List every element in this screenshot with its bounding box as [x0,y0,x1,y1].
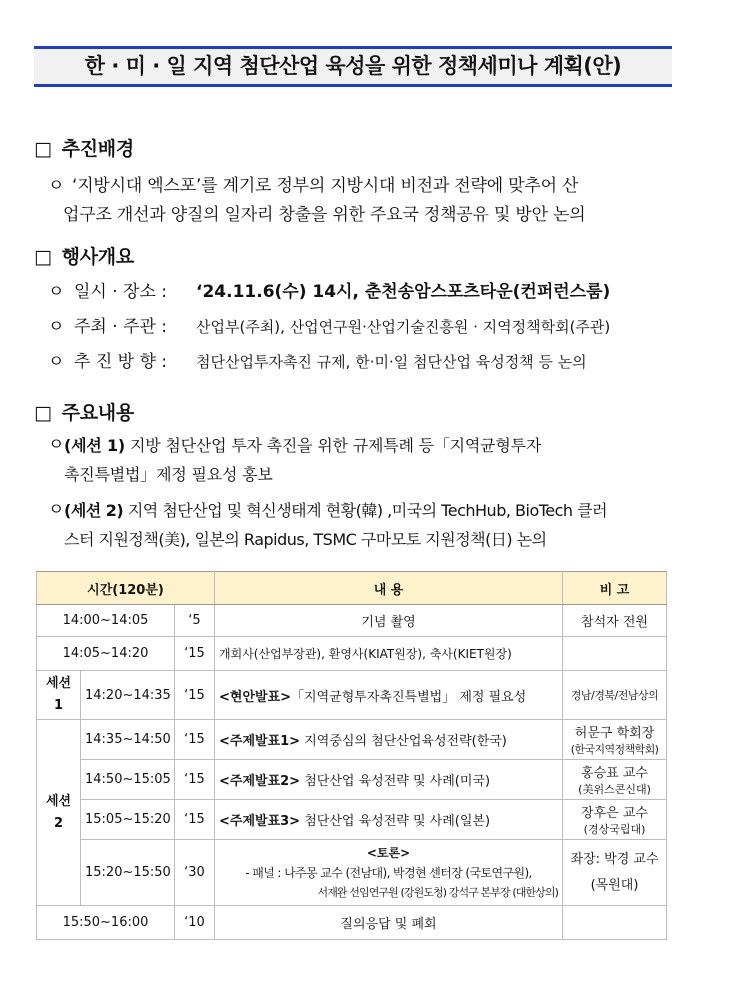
section-heading-overview: □ 행사개요 [34,246,134,268]
checkbox-square-icon: □ [34,138,52,160]
cell-note: 허문구 학회장 (한국지역정책학회) [563,720,667,760]
session1-line-2: 촉진특별법」제정 필요성 홍보 [64,465,273,484]
overview-value: 첨단산업투자촉진 규제, 한·미·일 첨단산업 육성정책 등 논의 [196,353,587,371]
cell-time: 15:05~15:20 [81,800,175,840]
bullet-icon: ㅇ [48,317,65,337]
cell-duration: ‘15 [175,637,215,671]
cell-content: <토론> - 패널 : 나주몽 교수 (전남대), 박경현 센터장 (국토연구원), 서재완 선임연구원 (강원도청) 강석구 본부장 (대한상의) [215,840,563,906]
cell-note: 좌장: 박경 교수 (목원대) [563,840,667,906]
table-header-row [37,572,667,605]
cell-content: 질의응답 및 폐회 [215,906,563,940]
section-heading-background: □ 추진배경 [34,138,134,160]
title-banner [34,46,672,87]
cell-time: 15:50~16:00 [37,906,175,940]
cell-duration: ‘10 [175,906,215,940]
session2-line-2: 스터 지원정책(美), 일본의 Rapidus, TSMC 구마모토 지원정책(日) 논의 [64,530,547,549]
bullet-icon: ㅇ [48,352,65,372]
overview-value: ‘24.11.6(수) 14시, 춘천송암스포츠타운(컨퍼런스룸) [196,282,611,302]
cell-content: <주제발표3> 첨단산업 육성전략 및 사례(일본) [215,800,563,840]
cell-time: 14:50~15:05 [81,760,175,800]
schedule-table [36,571,667,940]
header-time: 시간(120분) [37,572,215,605]
header-note: 비 고 [563,572,667,605]
table-row [37,671,667,720]
header-content: 내 용 [215,572,563,605]
cell-time: 14:20~14:35 [81,671,175,720]
bullet-icon: ㅇ [48,435,65,455]
cell-session: 세션 1 [37,671,81,720]
bullet-icon: ㅇ [48,176,65,196]
table-row [37,605,667,637]
checkbox-square-icon: □ [34,246,52,268]
table-row [37,720,667,760]
cell-duration: ‘30 [175,840,215,906]
cell-content: 기념 촬영 [215,605,563,637]
content-session1 [48,431,720,489]
session1-line-1: (세션 1) 지방 첨단산업 투자 촉진을 위한 규제특례 등「지역균형투자 [64,436,542,455]
cell-time: 14:05~14:20 [37,637,175,671]
overview-row-host [48,313,728,341]
table-row [37,800,667,840]
cell-time: 14:35~14:50 [81,720,175,760]
section-heading-content: □ 주요내용 [34,402,134,424]
table-row [37,760,667,800]
overview-row-direction [48,348,728,376]
cell-duration: ‘15 [175,671,215,720]
cell-note: 홍승표 교수 (美위스콘신대) [563,760,667,800]
cell-note: 참석자 전원 [563,605,667,637]
overview-label: 추 진 방 향 : [74,352,168,372]
cell-note [563,906,667,940]
page-title: 한 · 미 · 일 지역 첨단산업 육성을 위한 정책세미나 계획(안) [84,54,622,78]
cell-content: 개회사(산업부장관), 환영사(KIAT원장), 축사(KIET원장) [215,637,563,671]
cell-duration: ‘15 [175,720,215,760]
session2-line-1: (세션 2) 지역 첨단산업 및 혁신생태계 현황(韓) ,미국의 TechHub, BioTech 클러 [64,501,608,520]
cell-duration: ‘15 [175,800,215,840]
background-paragraph [48,172,718,230]
table-row [37,840,667,906]
cell-time: 15:20~15:50 [81,840,175,906]
cell-session: 세션 2 [37,720,81,906]
content-session2 [48,496,720,554]
overview-label: 주최 · 주관 : [74,317,168,337]
checkbox-square-icon: □ [34,402,52,424]
table-row [37,906,667,940]
cell-note: 경남/경북/전남상의 [563,671,667,720]
table-row [37,637,667,671]
bullet-icon: ㅇ [48,500,65,520]
bullet-icon: ㅇ [48,282,65,302]
cell-duration: ‘15 [175,760,215,800]
cell-note: 장후은 교수 (경상국립대) [563,800,667,840]
cell-content: <현안발표>「지역균형투자촉진특별법」 제정 필요성 [215,671,563,720]
cell-time: 14:00~14:05 [37,605,175,637]
cell-note [563,637,667,671]
overview-value: 산업부(주최), 산업연구원·산업기술진흥원 · 지역정책학회(주관) [196,318,611,336]
cell-duration: ‘5 [175,605,215,637]
overview-label: 일시 · 장소 : [74,282,168,302]
cell-content: <주제발표1> 지역중심의 첨단산업육성전략(한국) [215,720,563,760]
background-line-2: 업구조 개선과 양질의 일자리 창출을 위한 주요국 정책공유 및 방안 논의 [63,205,586,225]
overview-row-datetime [48,278,728,306]
cell-content: <주제발표2> 첨단산업 육성전략 및 사례(미국) [215,760,563,800]
background-line-1: ‘지방시대 엑스포’를 계기로 정부의 지방시대 비전과 전략에 맞추어 산 [72,176,579,196]
